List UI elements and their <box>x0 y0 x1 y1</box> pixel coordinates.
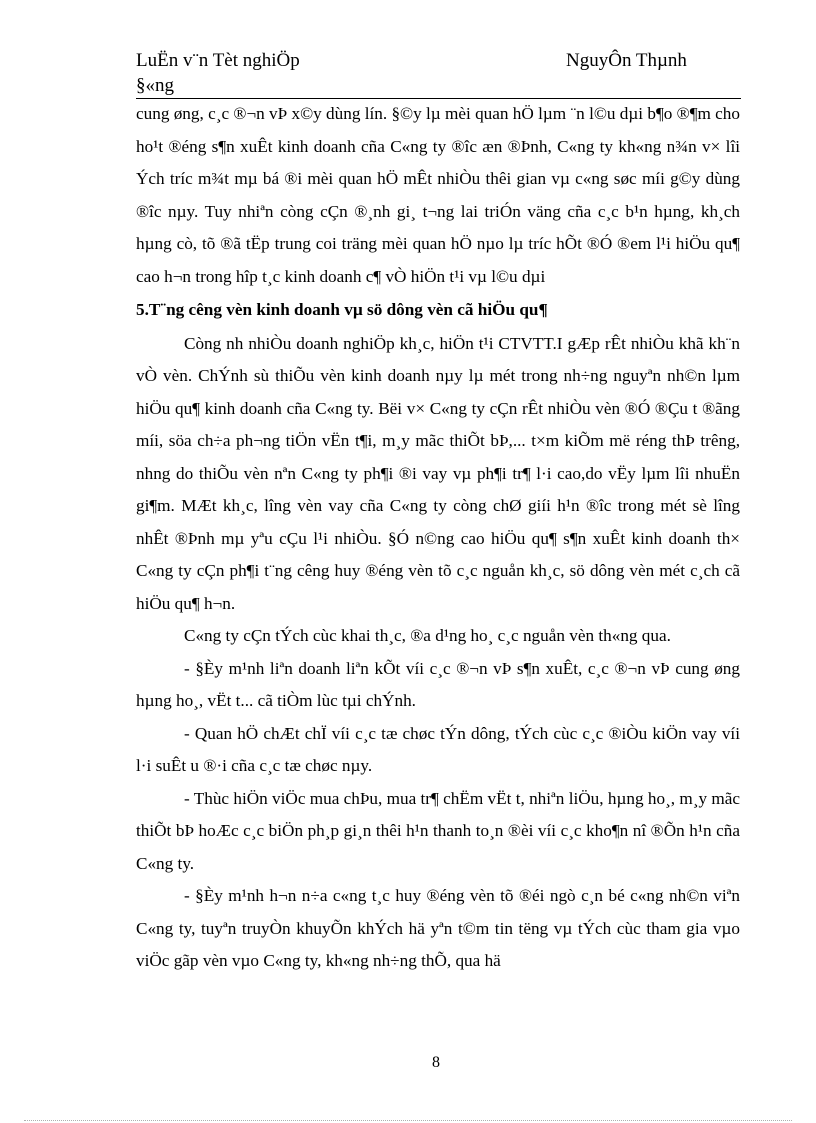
header-thesis-title: LuËn v¨n Tèt nghiÖp <box>136 50 300 71</box>
paragraph: C«ng ty cÇn tÝch cùc khai th¸c, ®a d¹ng ho¸ c¸c nguån vèn th«ng qua. <box>184 626 671 645</box>
list-item: - §Èy m¹nh liªn doanh liªn kÕt víi c¸c ®¬n vÞ s¶n xuÊt, c¸c ®¬n vÞ cung øng hµng ho¸, vËt t... cã tiÒm lùc tµi chÝnh. <box>136 658 740 710</box>
page-number: 8 <box>432 1054 440 1071</box>
paragraph-continued: cung øng, c¸c ®¬n vÞ x©y dùng lín. §©y lµ mèi quan hÖ lµm ¨n l©u dµi b¶o ®¶m cho ho¹t ®éng s¶n xuÊt kinh doanh cña C«ng ty ®îc æn ®Þnh, C«ng ty kh«ng n¾n v× lîi Ých tríc m¾t mµ bá ®i mèi quan hÖ mÊt nhiÒu thêi gian vµ c«ng søc míi g©y dùng ®îc nµy. Tuy nhiªn còng cÇn ®¸nh gi¸ t¬ng lai triÓn väng cña c¸c b¹n hµng, kh¸ch hµng cò, tõ ®ã tËp trung coi träng mèi quan hÖ nµo lµ tríc hÕt ®Ó ®em l¹i hiÖu qu¶ cao h¬n trong hîp t¸c kinh doanh c¶ vÒ hiÖn t¹i vµ l©u dµi <box>136 104 740 286</box>
page-bottom-divider <box>24 1120 792 1121</box>
paragraph: Còng nh nhiÒu doanh nghiÖp kh¸c, hiÖn t¹i CTVTT.I gÆp rÊt nhiÒu khã kh¨n vÒ vèn. ChÝnh sù thiÕu vèn kinh doanh nµy lµ mét trong nh÷ng nguyªn nh©n lµm hiÖu qu¶ kinh doanh cña C«ng ty. Bëi v× C«ng ty cÇn rÊt nhiÒu vèn ®Ó ®Çu t ®ãng míi, söa ch÷a ph¬ng tiÖn vËn t¶i, m¸y mãc thiÕt bÞ,... t×m kiÕm më réng thÞ trêng, nhng do thiÕu vèn nªn C«ng ty ph¶i ®i vay vµ ph¶i tr¶ l·i cao,do vËy lµm lîi nhuËn gi¶m. MÆt kh¸c, lîng vèn vay cña C«ng ty còng chØ giíi h¹n ®îc trong mét sè lîng nhÊt ®Þnh mµ yªu cÇu l¹i nhiÒu. §Ó n©ng cao hiÖu qu¶ s¶n xuÊt kinh doanh th× C«ng ty cÇn ph¶i t¨ng cêng huy ®éng vèn tõ c¸c nguån kh¸c, sö dông vèn mét c¸ch cã hiÖu qu¶ h¬n. <box>136 333 740 613</box>
header-left <box>136 48 396 98</box>
list-item: - §Èy m¹nh h¬n n÷a c«ng t¸c huy ®éng vèn tõ ®éi ngò c¸n bé c«ng nh©n viªn C«ng ty, tuyªn truyÒn khuyÕn khÝch hä yªn t©m tin tëng vµ tÝch cùc tham gia vµo viÖc gãp vèn vµo C«ng ty, kh«ng nh÷ng thÕ, qua hä <box>136 886 740 970</box>
list-item: - Quan hÖ chÆt chÏ víi c¸c tæ chøc tÝn dông, tÝch cùc c¸c ®iÒu kiÖn vay víi l·i suÊt u ®·i cña c¸c tæ chøc nµy. <box>136 723 740 775</box>
section-heading: 5.T¨ng cêng vèn kinh doanh vµ sö dông vèn cã hiÖu qu¶ <box>136 300 548 319</box>
body-text <box>136 98 740 978</box>
list-item: - Thùc hiÖn viÖc mua chÞu, mua tr¶ chËm vËt t, nhiªn liÖu, hµng ho¸, m¸y mãc thiÕt bÞ hoÆc c¸c biÖn ph¸p gi¸n thêi h¹n thanh to¸n ®èi víi c¸c kho¶n nî ®Õn h¹n cña C«ng ty. <box>136 788 740 873</box>
running-header <box>136 48 742 98</box>
header-author: NguyÔn Thµnh <box>566 50 687 71</box>
header-school: §«ng <box>136 75 174 96</box>
